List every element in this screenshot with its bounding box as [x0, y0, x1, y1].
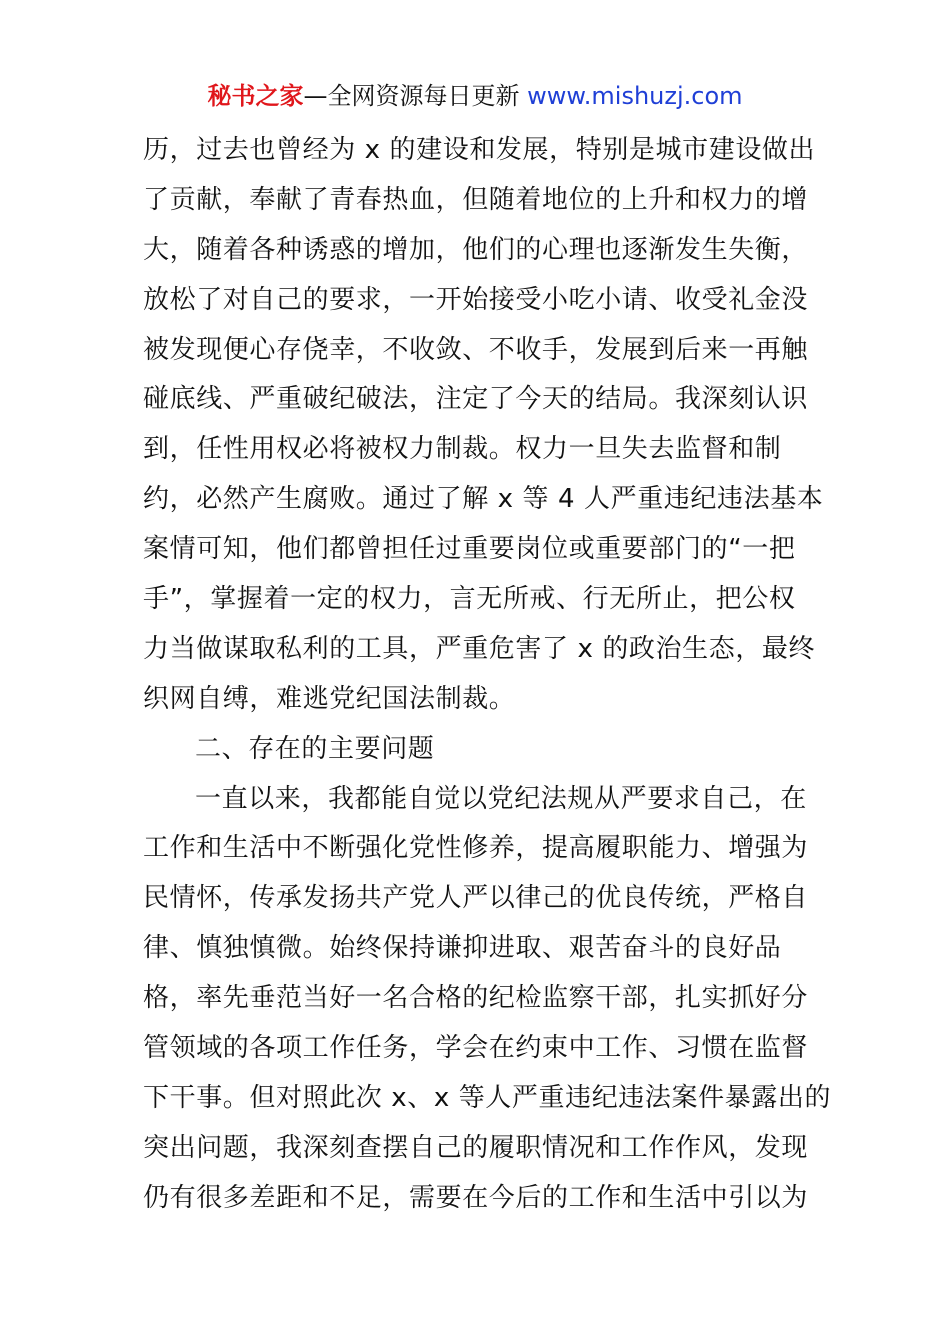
text-line: 律、慎独慎微。始终保持谦抑进取、艰苦奋斗的良好品 — [143, 933, 782, 964]
document-body — [143, 126, 832, 1224]
text-line: 手”，掌握着一定的权力，言无所戒、行无所止，把公权 — [143, 584, 796, 615]
text-line: 工作和生活中不断强化党性修养，提高履职能力、增强为 — [143, 833, 809, 864]
site-header — [0, 80, 950, 112]
text-line: 管领域的各项工作任务，学会在约束中工作、习惯在监督 — [143, 1033, 809, 1064]
text-line: 放松了对自己的要求，一开始接受小吃小请、收受礼金没 — [143, 284, 809, 315]
site-url[interactable]: www.mishuzj.com — [527, 82, 743, 110]
text-line: 格，率先垂范当好一名合格的纪检监察干部，扎实抓好分 — [143, 983, 809, 1014]
text-line: 约，必然产生腐败。通过了解 x 等 4 人严重违纪违法基本 — [143, 484, 824, 515]
text-line: 到，任性用权必将被权力制裁。权力一旦失去监督和制 — [143, 434, 782, 465]
text-line: 民情怀，传承发扬共产党人严以律己的优良传统，严格自 — [143, 883, 809, 914]
text-line: 碰底线、严重破纪破法，注定了今天的结局。我深刻认识 — [143, 384, 809, 415]
text-line: 仍有很多差距和不足，需要在今后的工作和生活中引以为 — [143, 1182, 809, 1213]
text-line: 突出问题，我深刻查摆自己的履职情况和工作作风，发现 — [143, 1132, 809, 1163]
text-line: 案情可知，他们都曾担任过重要岗位或重要部门的“一把 — [143, 534, 796, 565]
text-line: 力当做谋取私利的工具，严重危害了 x 的政治生态，最终 — [143, 633, 816, 664]
brand-name: 秘书之家 — [207, 82, 304, 110]
text-line: 历，过去也曾经为 x 的建设和发展，特别是城市建设做出 — [143, 135, 816, 165]
text-line: 被发现便心存侥幸，不收敛、不收手，发展到后来一再触 — [143, 334, 809, 365]
text-line: 下干事。但对照此次 x、x 等人严重违纪违法案件暴露出的 — [143, 1082, 832, 1113]
text-line: 一直以来，我都能自觉以党纪法规从严要求自己，在 — [195, 783, 807, 814]
header-tagline: —全网资源每日更新 — [303, 82, 520, 110]
text-line: 大，随着各种诱惑的增加，他们的心理也逐渐发生失衡， — [143, 234, 809, 265]
text-line: 了贡献，奉献了青春热血，但随着地位的上升和权力的增 — [143, 184, 809, 215]
section-heading: 二、存在的主要问题 — [195, 733, 435, 764]
text-line: 织网自缚，难逃党纪国法制裁。 — [143, 683, 516, 714]
